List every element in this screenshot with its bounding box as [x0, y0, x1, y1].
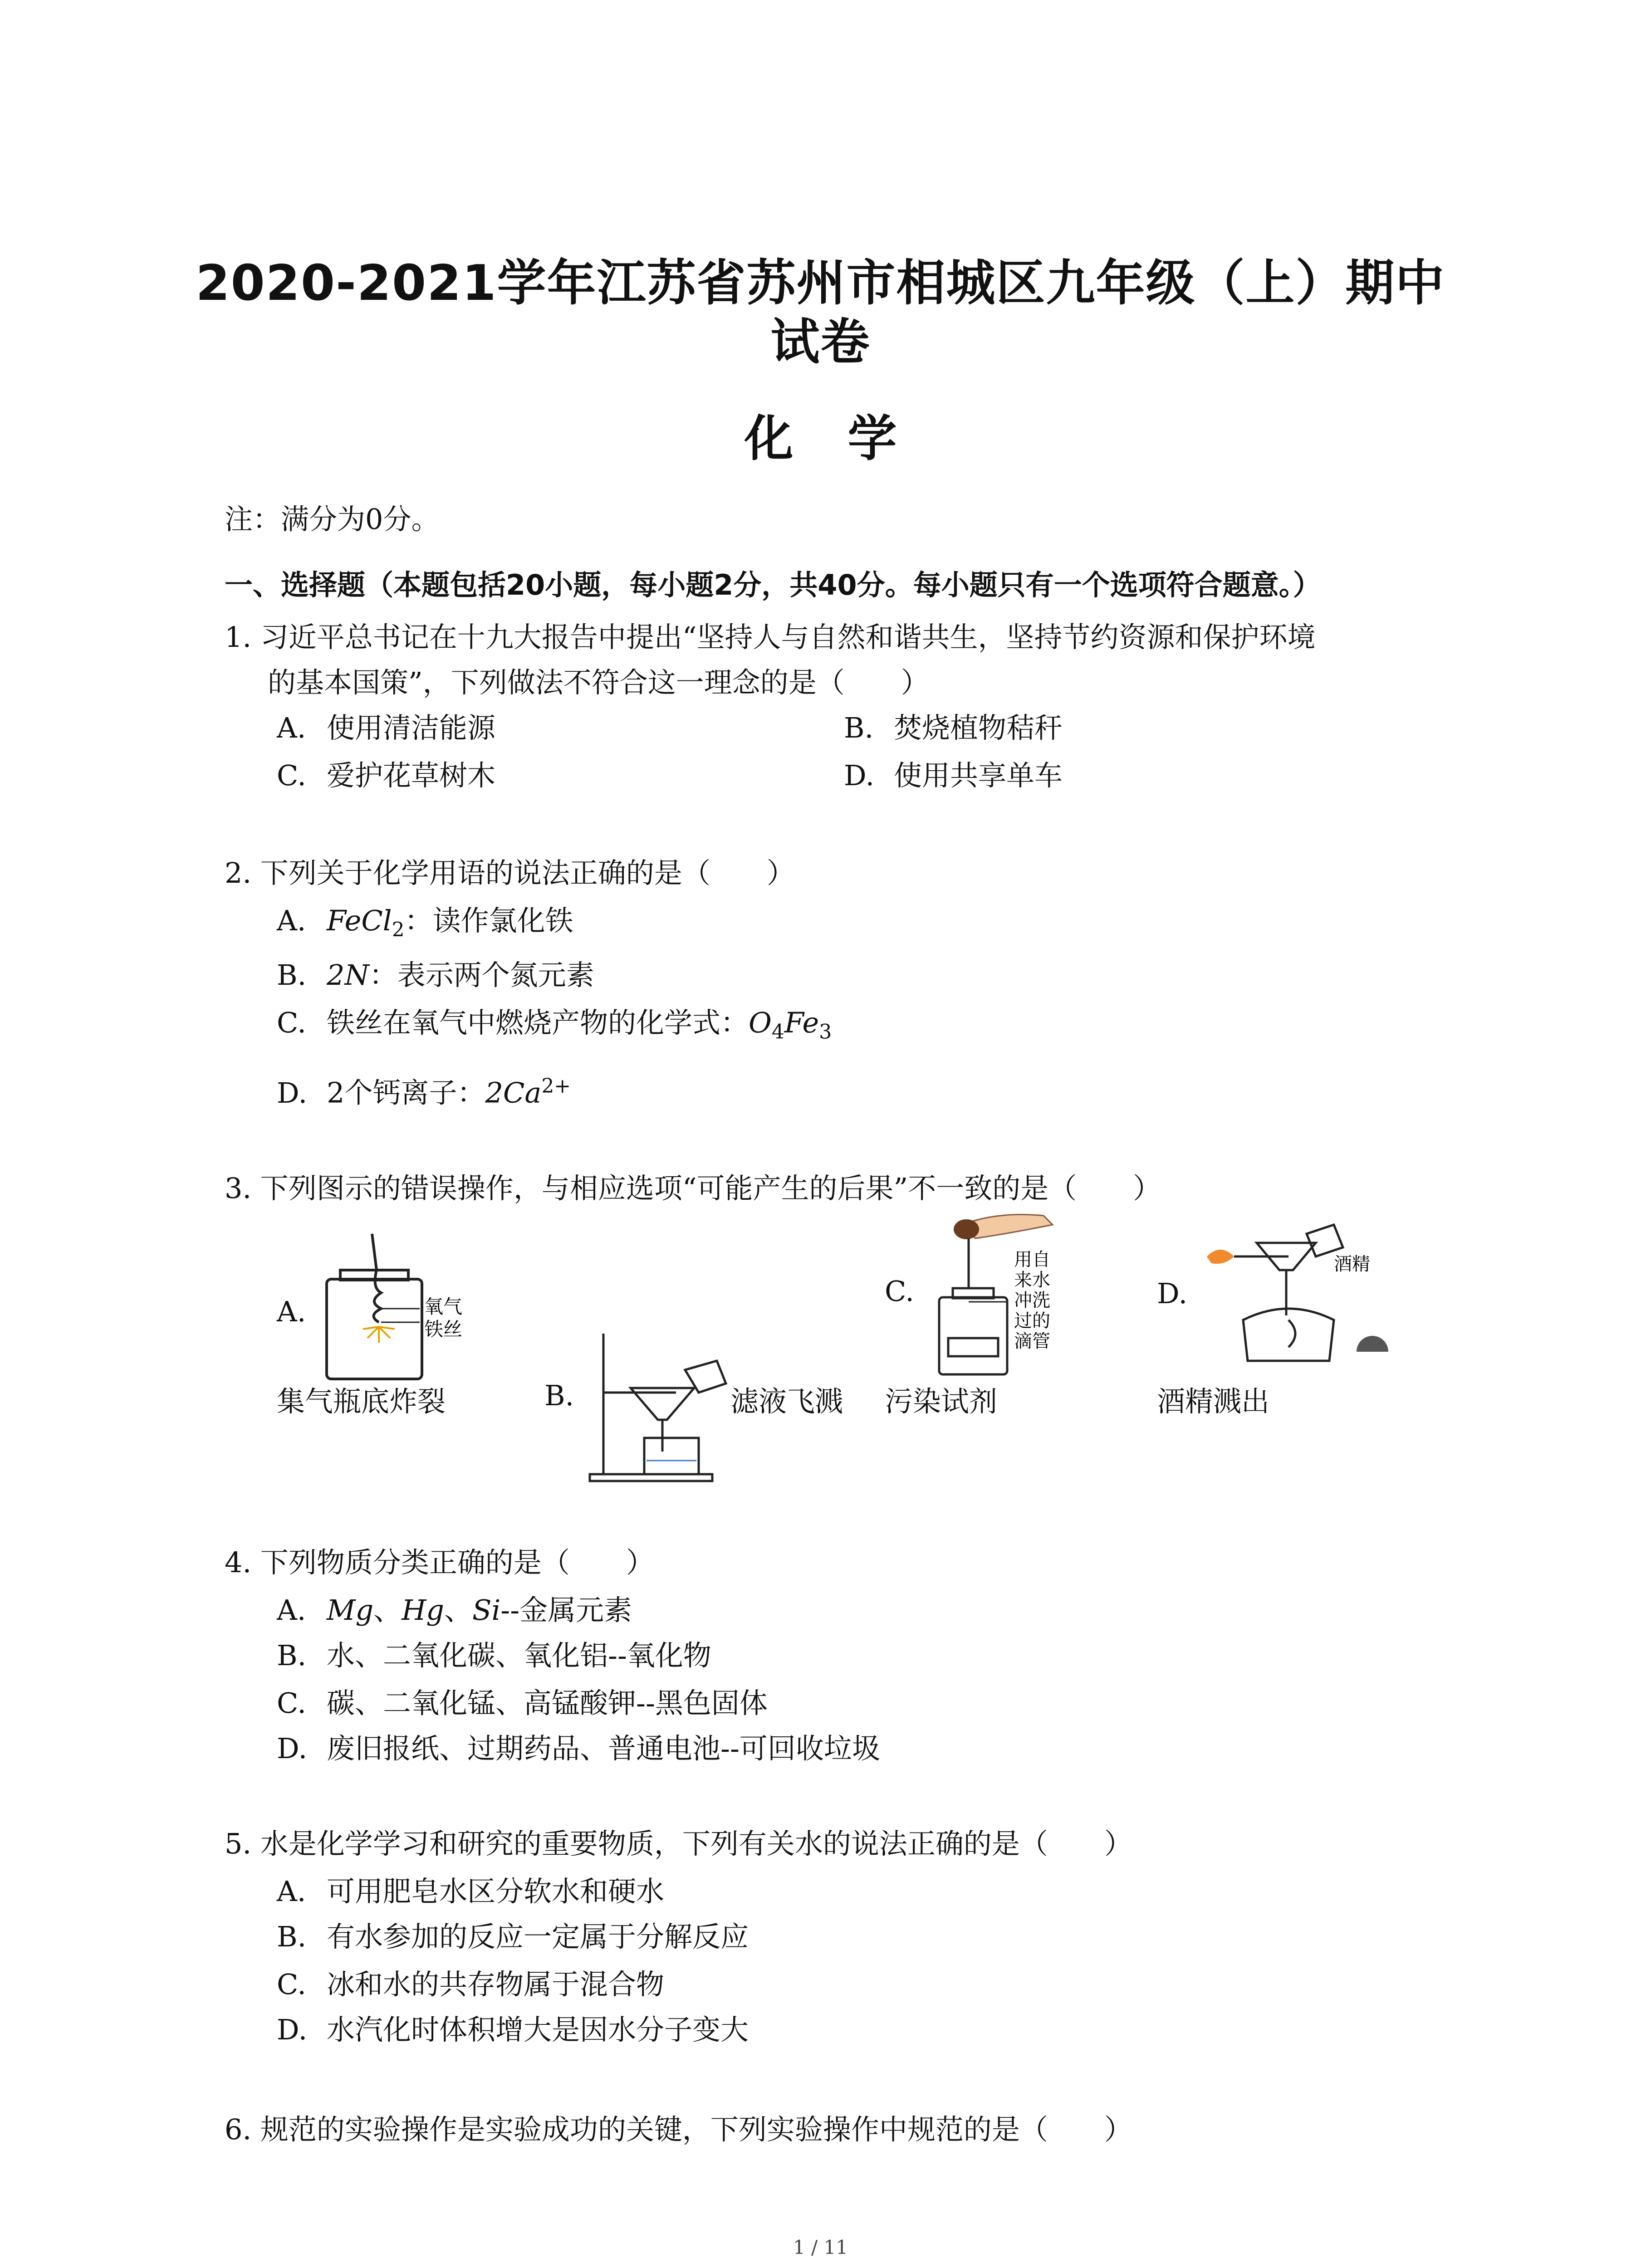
exam-title-line1: 2020-2021学年江苏省苏州市相城区九年级（上）期中: [196, 255, 1445, 312]
q1-stem-line1: 1. 习近平总书记在十九大报告中提出“坚持人与自然和谐共生，坚持节约资源和保护环境: [225, 621, 1316, 654]
q3-figure-a: [309, 1225, 490, 1388]
q2-stem: 2. 下列关于化学用语的说法正确的是（ ）: [225, 856, 795, 890]
q3-figure-b: [581, 1329, 735, 1492]
q3-fig-a-label: A.: [277, 1295, 306, 1328]
exam-title-line2: 试卷: [770, 314, 871, 371]
q3-c-note-3: 冲洗: [1014, 1290, 1050, 1311]
q3-fig-d-label: D.: [1157, 1277, 1188, 1310]
q3-d-alcohol-text: 酒精: [1334, 1254, 1370, 1275]
q5-stem: 5. 水是化学学习和研究的重要物质，下列有关水的说法正确的是（ ）: [225, 1827, 1132, 1860]
q1-stem-line2: 的基本国策”，下列做法不符合这一理念的是（ ）: [268, 666, 929, 699]
q5-option-b: B. 有水参加的反应一定属于分解反应: [277, 1920, 749, 1953]
score-note: 注：满分为0分。: [225, 503, 440, 536]
q3-fig-c-caption: 污染试剂: [885, 1385, 998, 1418]
q4-option-b: B. 水、二氧化碳、氧化铝--氧化物: [277, 1639, 711, 1672]
q4-option-d: D. 废旧报纸、过期药品、普通电池--可回收垃圾: [277, 1732, 880, 1765]
q4-stem: 4. 下列物质分类正确的是（ ）: [225, 1546, 654, 1579]
q5-option-c: C. 冰和水的共存物属于混合物: [277, 1968, 665, 2001]
q3-fig-a-caption: 集气瓶底炸裂: [277, 1385, 446, 1418]
q3-stem: 3. 下列图示的错误操作，与相应选项“可能产生的后果”不一致的是（ ）: [225, 1172, 1161, 1205]
q1-option-b: B. 焚烧植物秸秆: [844, 711, 1063, 744]
q1-option-d: D. 使用共享单车: [844, 759, 1063, 792]
q6-stem: 6. 规范的实验操作是实验成功的关键，下列实验操作中规范的是（ ）: [225, 2113, 1132, 2146]
page-number: 1 / 11: [793, 2236, 848, 2258]
q5-option-a: A. 可用肥皂水区分软水和硬水: [277, 1875, 665, 1908]
q3-figure-c: [916, 1207, 1080, 1383]
q3-c-note-2: 来水: [1014, 1270, 1050, 1290]
q3-fig-d-caption: 酒精溅出: [1157, 1385, 1270, 1418]
q1-option-a: A. 使用清洁能源: [277, 711, 496, 744]
q3-c-note-5: 滴管: [1014, 1331, 1050, 1352]
q4-option-c: C. 碳、二氧化锰、高锰酸钾--黑色固体: [277, 1686, 768, 1720]
q1-option-c: C. 爱护花草树木: [277, 759, 496, 792]
q3-fig-b-caption: 滤液飞溅: [730, 1385, 843, 1418]
q3-c-note-4: 过的: [1014, 1310, 1050, 1331]
q2-option-b: B. 2N：表示两个氮元素: [277, 958, 594, 992]
q3-figure-d: [1198, 1216, 1388, 1379]
q3-fig-c-label: C.: [885, 1275, 914, 1308]
q2-option-a: A. FeCl$_2$：读作氯化铁: [277, 904, 573, 942]
q2-option-d: D. 2个钙离子：$2Ca^{2+}$: [277, 1075, 571, 1110]
q2-option-c: C. 铁丝在氧气中燃烧产物的化学式：$O_4Fe_3$: [277, 1006, 832, 1044]
q5-option-d: D. 水汽化时体积增大是因水分子变大: [277, 2013, 749, 2046]
q3-c-note-1: 用自: [1014, 1249, 1050, 1270]
section-heading: 一、选择题（本题包括20小题，每小题2分，共40分。每小题只有一个选项符合题意。）: [225, 568, 1321, 601]
q4-option-a: A. Mg、Hg、Si--金属元素: [277, 1593, 632, 1627]
subject-title: 化学: [744, 411, 951, 467]
q3-a-oxygen-text: 氧气: [424, 1295, 463, 1318]
q3-fig-b-label: B.: [544, 1379, 574, 1412]
q3-a-wire-text: 铁丝: [424, 1318, 463, 1340]
